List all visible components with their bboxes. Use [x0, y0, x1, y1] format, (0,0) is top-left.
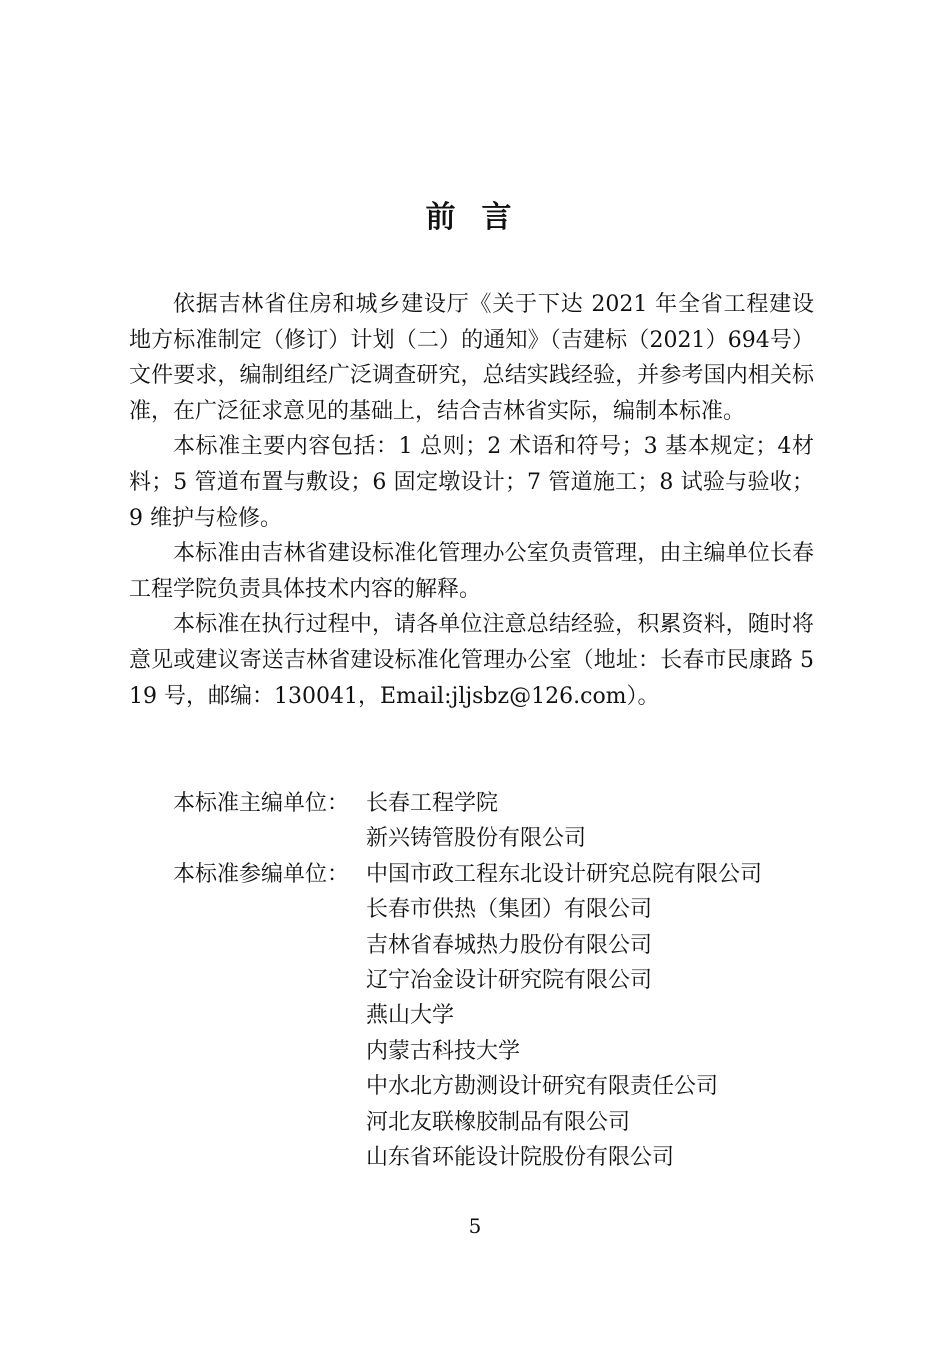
paragraph-contents: 本标准主要内容包括：1 总则；2 术语和符号；3 基本规定；4材料；5 管道布置与敷设；6 固定墩设计；7 管道施工；8 试验与验收；9 维护与检修。	[129, 434, 814, 531]
list-item: 内蒙古科技大学	[366, 1038, 521, 1064]
list-item: 山东省环能设计院股份有限公司	[366, 1145, 675, 1171]
paragraph-management: 本标准由吉林省建设标准化管理办公室负责管理，由主编单位长春工程学院负责具体技术内容的解释。	[129, 541, 814, 602]
chief-editors-group	[173, 786, 853, 857]
list-item: 中水北方勘测设计研究有限责任公司	[366, 1074, 719, 1100]
list-item: 河北友联橡胶制品有限公司	[366, 1109, 631, 1135]
paragraph-basis: 依据吉林省住房和城乡建设厅《关于下达 2021 年全省工程建设地方标准制定（修订）计划（二）的通知》（吉建标（2021）694号）文件要求，编制组经广泛调查研究，总结实践经验，并参考国内相关标准，在广泛征求意见的基础上，结合吉林省实际，编制本标准。	[129, 292, 814, 424]
list-item: 燕山大学	[366, 1003, 455, 1029]
editing-units	[173, 786, 853, 1175]
chief-editors-list	[366, 786, 586, 857]
paragraph-feedback: 本标准在执行过程中，请各单位注意总结经验，积累资料，随时将意见或建议寄送吉林省建设标准化管理办公室（地址：长春市民康路 519 号，邮编：130041，Email:jljsbz@126.com）。	[129, 612, 814, 709]
list-item: 长春市供热（集团）有限公司	[366, 897, 653, 923]
list-item: 中国市政工程东北设计研究总院有限公司	[366, 861, 763, 887]
list-item: 新兴铸管股份有限公司	[366, 826, 587, 852]
page-number: 5	[468, 1214, 482, 1238]
page-title: 前言	[425, 200, 538, 235]
list-item: 长春工程学院	[366, 791, 499, 816]
participating-editors-list	[366, 857, 762, 1176]
list-item: 吉林省春城热力股份有限公司	[366, 932, 653, 958]
preface-body	[129, 287, 814, 714]
list-item: 辽宁冶金设计研究院有限公司	[366, 968, 653, 994]
participating-editors-label: 本标准参编单位：	[173, 861, 350, 887]
participating-editors-group	[173, 857, 853, 1176]
chief-editors-label: 本标准主编单位：	[173, 791, 350, 816]
